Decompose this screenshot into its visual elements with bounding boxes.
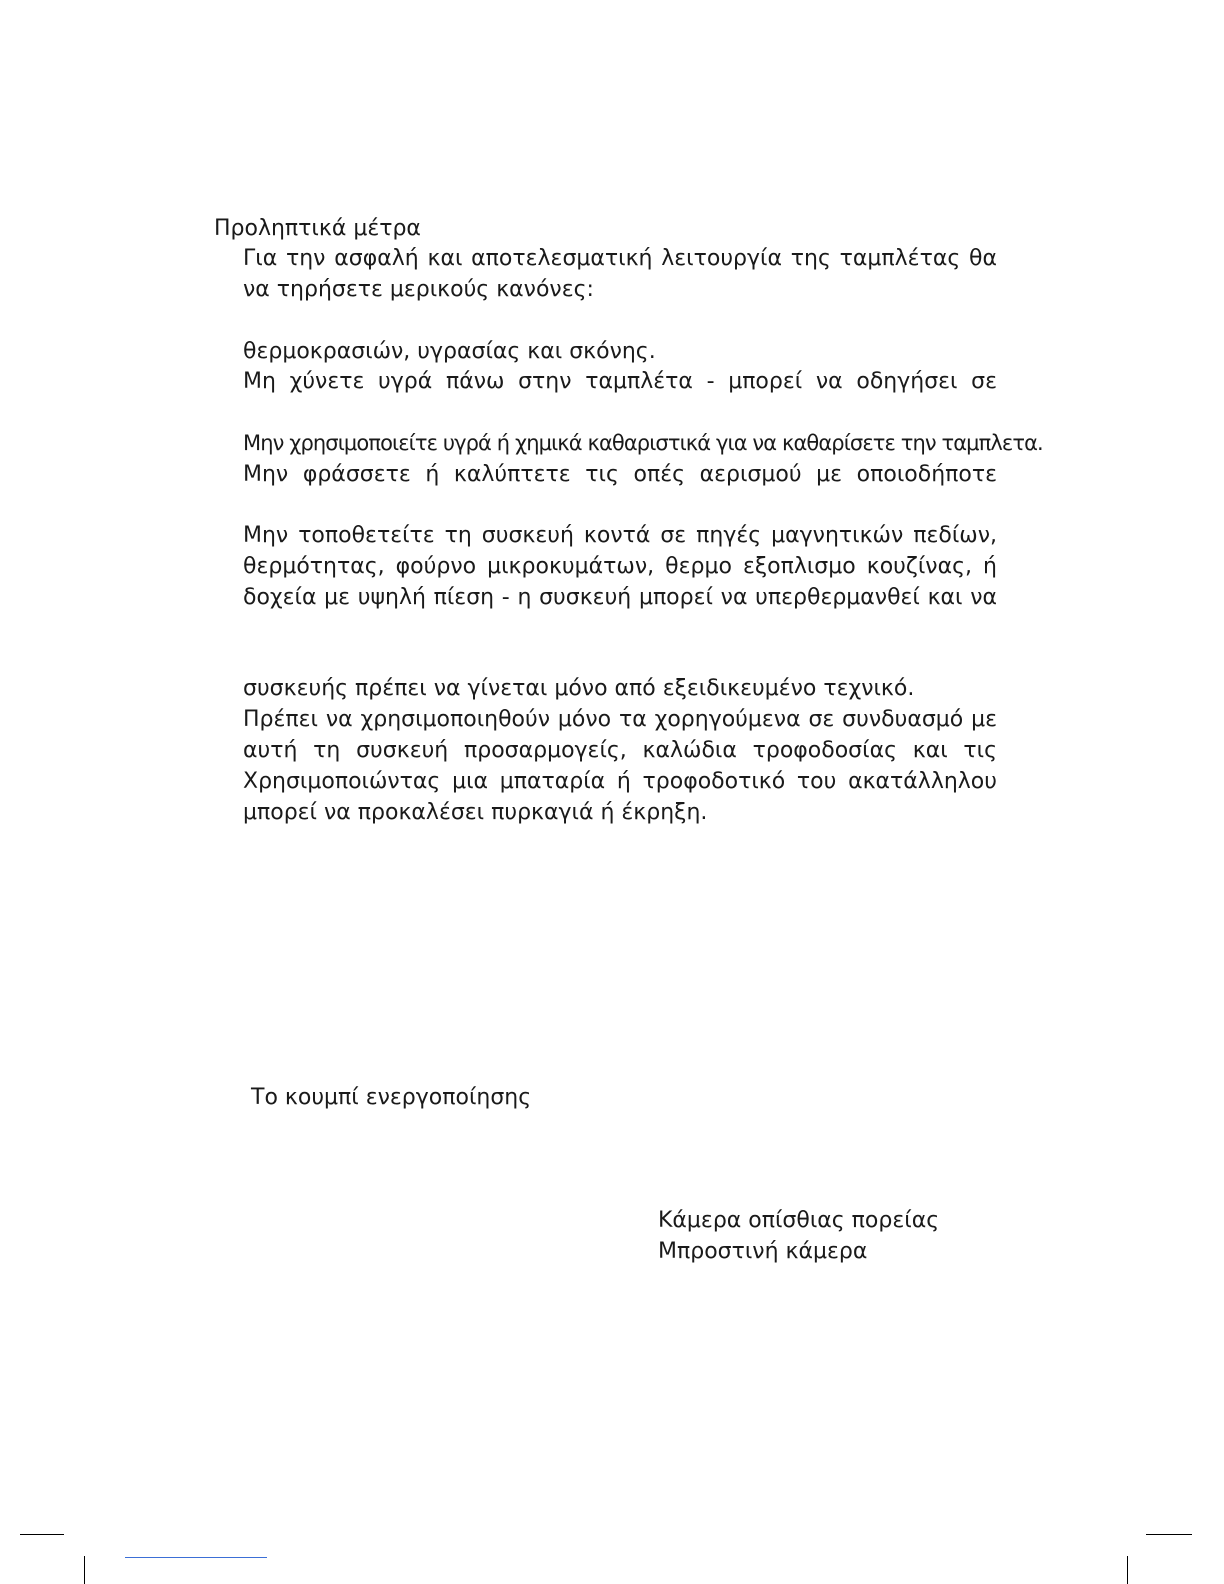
paragraph-line: Μην τοποθετείτε τη συσκευή κοντά σε πηγές μαγνητικών πεδίων, — [243, 523, 997, 548]
paragraph-line: να τηρήσετε μερικούς κανόνες: — [243, 277, 594, 302]
paragraph-line: θερμότητας, φούρνο μικροκυμάτων, θερμο εξοπλισμο κουζίνας, ή — [243, 554, 997, 579]
crop-mark — [84, 1556, 85, 1584]
paragraph-line: αυτή τη συσκευή προσαρμογείς, καλώδια τροφοδοσίας και τις — [243, 738, 997, 763]
paragraph-line: Μην χρησιμοποιείτε υγρά ή χημικά καθαριστικά για να καθαρίσετε την ταμπλετα. — [243, 431, 1043, 455]
paragraph-line: συσκευής πρέπει να γίνεται μόνο από εξειδικευμένο τεχνικό. — [243, 676, 915, 701]
paragraph-line: δοχεία με υψηλή πίεση - η συσκευή μπορεί να υπερθερμανθεί και να — [243, 585, 997, 610]
paragraph-line: Χρησιμοποιώντας μια μπαταρία ή τροφοδοτικό του ακατάλληλου — [243, 769, 997, 794]
power-button-label: Το κουμπί ενεργοποίησης — [251, 1085, 532, 1110]
rear-camera-label: Κάμερα οπίσθιας πορείας — [658, 1208, 940, 1233]
section-heading: Προληπτικά μέτρα — [214, 216, 421, 241]
front-camera-label: Μπροστινή κάμερα — [658, 1239, 868, 1264]
crop-mark — [20, 1534, 64, 1535]
paragraph-line: μπορεί να προκαλέσει πυρκαγιά ή έκρηξη. — [243, 800, 708, 825]
paragraph-line: Μην φράσσετε ή καλύπτετε τις οπές αερισμού με οποιοδήποτε — [243, 462, 997, 487]
footer-rule — [125, 1557, 267, 1558]
crop-mark — [1146, 1534, 1192, 1535]
paragraph-line: Μη χύνετε υγρά πάνω στην ταμπλέτα - μπορεί να οδηγήσει σε — [243, 369, 997, 394]
paragraph-line: Για την ασφαλή και αποτελεσματική λειτουργία της ταμπλέτας θα — [243, 246, 997, 271]
paragraph-line: θερμοκρασιών, υγρασίας και σκόνης. — [243, 339, 656, 364]
crop-mark — [1127, 1556, 1128, 1584]
paragraph-line: Πρέπει να χρησιμοποιηθούν μόνο τα χορηγούμενα σε συνδυασμό με — [243, 707, 997, 732]
